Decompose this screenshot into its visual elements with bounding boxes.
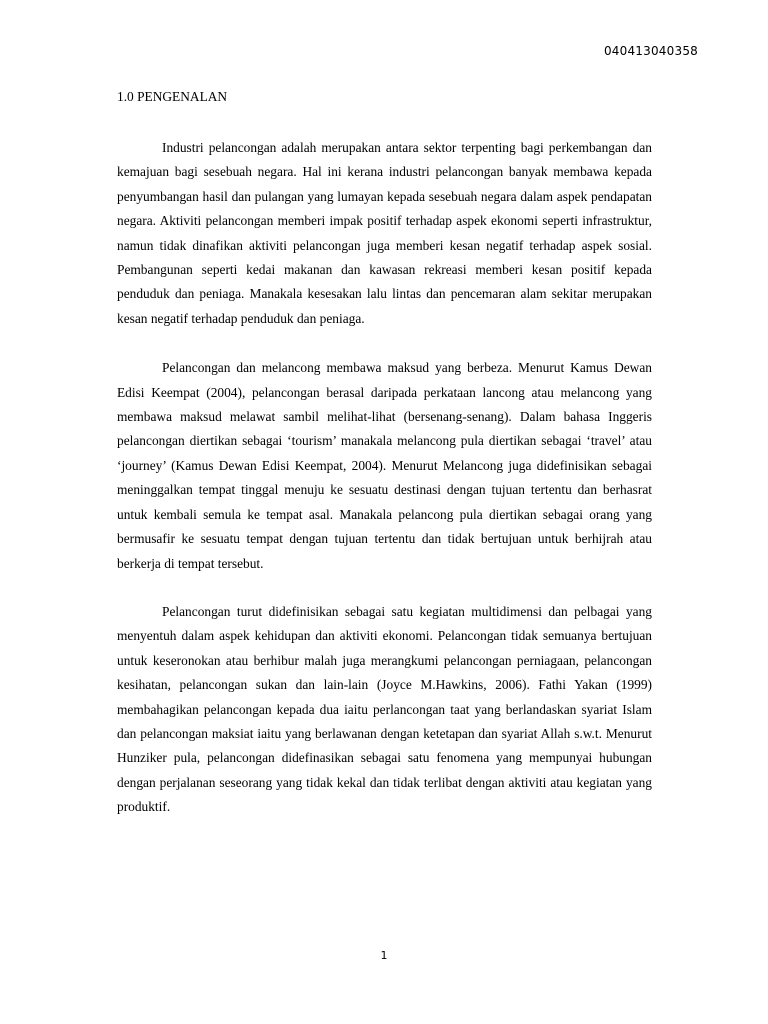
- paragraph-1: Industri pelancongan adalah merupakan antara sektor terpenting bagi perkembangan dan kemajuan bagi sesebuah negara. Hal ini kerana industri pelancongan banyak membawa kepada penyumbangan hasil dan pulangan yang lumayan kepada sesebuah negara dalam aspek pendapatan negara. Aktiviti pelancongan memberi impak positif terhadap aspek ekonomi seperti infrastruktur, namun tidak dinafikan aktiviti pelancongan juga memberi kesan negatif terhadap aspek sosial. Pembangunan seperti kedai makanan dan kawasan rekreasi memberi kesan positif kepada penduduk dan peniaga. Manakala kesesakan lalu lintas dan pencemaran alam sekitar merupakan kesan negatif terhadap penduduk dan peniaga.: [117, 140, 652, 326]
- page-number: 1: [380, 949, 388, 962]
- section-heading: 1.0 PENGENALAN: [117, 89, 228, 104]
- document-content: [117, 88, 652, 844]
- paragraph-3: Pelancongan turut didefinisikan sebagai satu kegiatan multidimensi dan pelbagai yang menyentuh dalam aspek kehidupan dan aktiviti ekonomi. Pelancongan tidak semuanya bertujuan untuk keseronokan atau berhibur malah juga merangkumi pelancongan perniagaan, pelancongan kesihatan, pelancongan sukan dan lain-lain (Joyce M.Hawkins, 2006). Fathi Yakan (1999) membahagikan pelancongan kepada dua iaitu perlancongan taat yang berlandaskan syariat Islam dan pelancongan maksiat iaitu yang berlawanan dengan ketetapan dan syariat Allah s.w.t. Menurut Hunziker pula, pelancongan didefinasikan sebagai satu fenomena yang mempunyai hubungan dengan perjalanan seseorang yang tidak kekal dan tidak terlibat dengan aktiviti atau kegiatan yang produktif.: [117, 603, 652, 815]
- header-id-number: 040413040358: [603, 44, 698, 58]
- paragraph-2: Pelancongan dan melancong membawa maksud yang berbeza. Menurut Kamus Dewan Edisi Keempat (2004), pelancongan berasal daripada perkataan lancong atau melancong yang membawa maksud melawat sambil melihat-lihat (bersenang-senang). Dalam bahasa Inggeris pelancongan diertikan sebagai ‘tourism’ manakala melancong pula diertikan sebagai ‘travel’ atau ‘journey’ (Kamus Dewan Edisi Keempat, 2004). Menurut Melancong juga didefinisikan sebagai meninggalkan tempat tinggal menuju ke sesuatu destinasi dengan tujuan tertentu dan berhasrat untuk kembali semula ke tempat asal. Manakala pelancong pula diertikan sebagai orang yang bermusafir ke sesuatu tempat dengan tujuan tertentu dan tidak bertujuan untuk berhijrah atau berkerja di tempat tersebut.: [117, 360, 652, 571]
